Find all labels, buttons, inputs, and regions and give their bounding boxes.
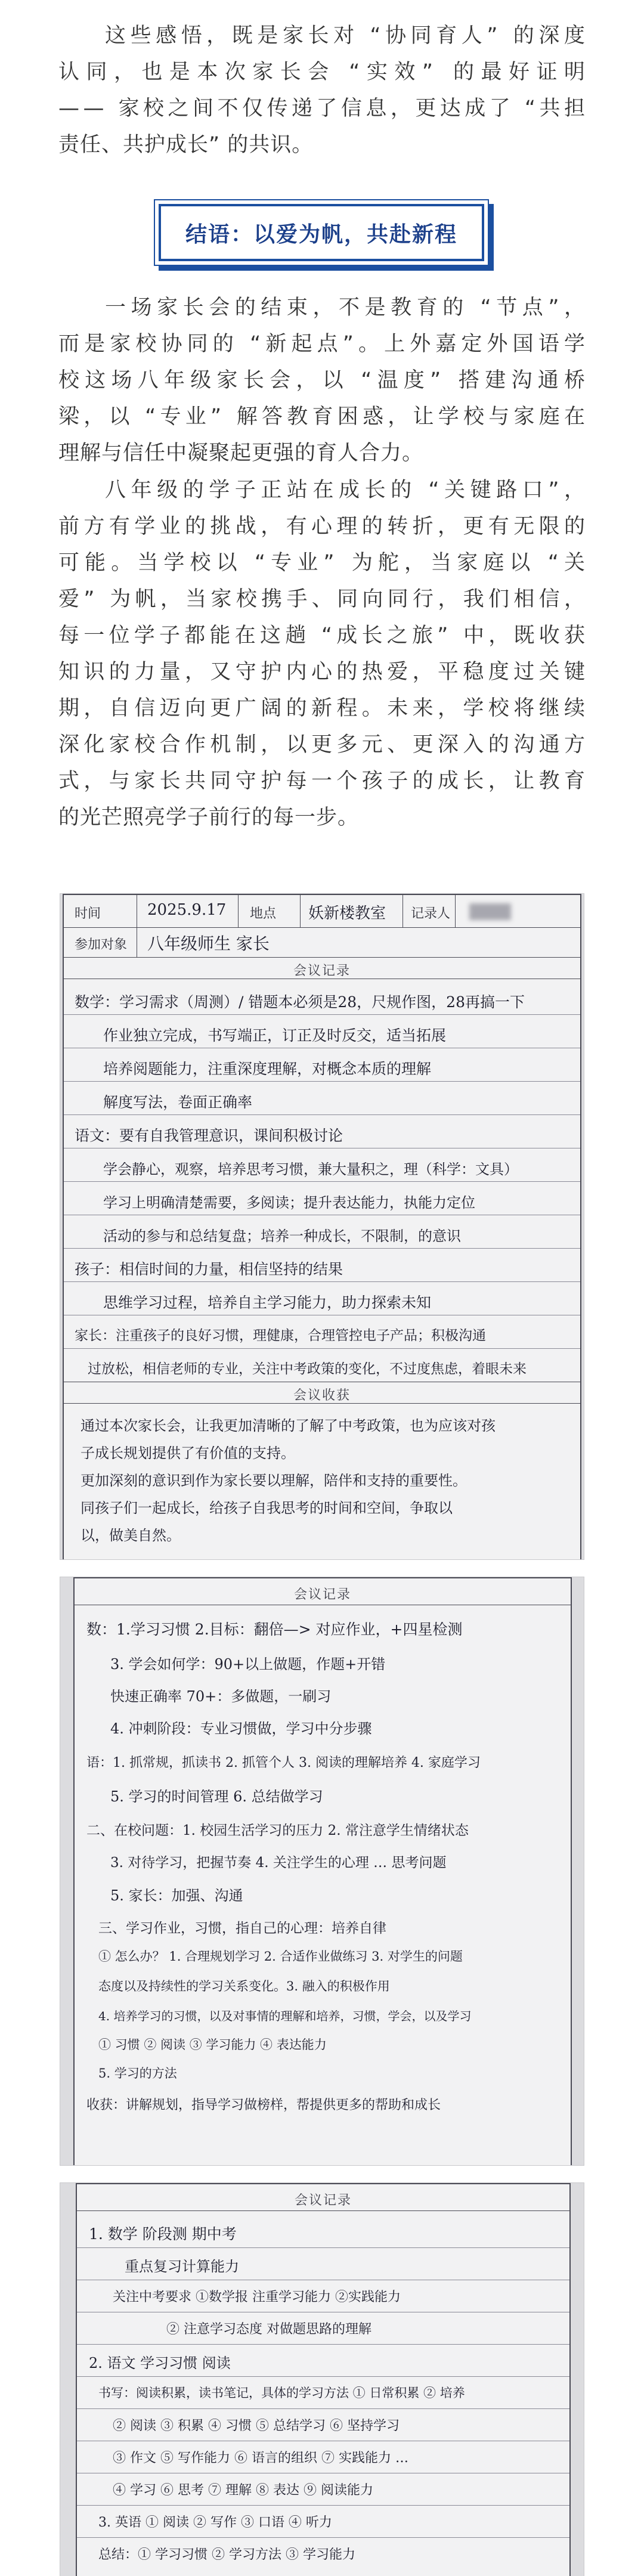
- time-label: 时间: [75, 906, 101, 921]
- text-line: 责任、共护成长” 的共识。: [58, 133, 314, 157]
- note-line: 快速正确率 70+：多做题，一刷习: [110, 1688, 332, 1705]
- harvest-line: 子成长规划提供了有价值的支持。: [80, 1445, 295, 1462]
- ruled-line: [64, 1014, 580, 1015]
- harvest-line: 同孩子们一起成长，给孩子自我思考的时间和空间，争取以: [80, 1500, 453, 1516]
- text-line: 知识的力量，又守护内心的热爱，平稳度过关键: [58, 660, 590, 684]
- heading-title: 结语：以爱为帆，共赴新程: [185, 222, 457, 247]
- table-line: [64, 927, 580, 928]
- note-line: 解度写法，卷面正确率: [103, 1094, 253, 1111]
- meeting-note-photo-3: [60, 2182, 584, 2576]
- note-line: 孩子：相信时间的力量，相信坚持的结果: [75, 1261, 343, 1278]
- record-title: 会议记录: [293, 1587, 351, 1602]
- note-line: 3. 对待学习，把握节奏 4. 关注学生的心理 … 思考问题: [110, 1855, 447, 1871]
- text-line: —— 家校之间不仅传递了信息，更达成了 “共担: [58, 97, 589, 120]
- ruled-line: [77, 2247, 569, 2248]
- ruled-line: [64, 1348, 580, 1349]
- text-line: 的光芒照亮学子前行的每一步。: [58, 806, 360, 829]
- note-line: 数学：学习需求（周测）/ 错题本必须是28，尺规作图，28再搞一下: [75, 993, 525, 1011]
- ruled-line: [64, 1081, 580, 1082]
- recorder-label: 记录人: [411, 906, 451, 921]
- text-line: 深化家校合作机制，以更多元、更深入的沟通方: [58, 733, 590, 757]
- ruled-line: [77, 2537, 569, 2538]
- ruled-line: [77, 2210, 569, 2211]
- table-line: [64, 957, 580, 958]
- text-line: 梁，以 “专业” 解答教育困惑，让学校与家庭在: [58, 405, 590, 429]
- attendee-value: 八年级师生 家长: [147, 934, 270, 953]
- ruled-line: [64, 1248, 580, 1249]
- table-line: [300, 895, 301, 927]
- text-line: 前方有学业的挑战，有心理的转折，更有无限的: [58, 515, 590, 538]
- redacted-name: [469, 903, 511, 920]
- ruled-line: [77, 2408, 569, 2409]
- note-line: ② 注意学习态度 对做题思路的理解: [166, 2322, 371, 2337]
- ruled-line: [77, 2344, 569, 2345]
- note-line: 收获：讲解规划，指导学习做榜样，帮提供更多的帮助和成长: [86, 2098, 441, 2113]
- ruled-line: [77, 2376, 569, 2377]
- note-line: 语文：要有自我管理意识，课间积极讨论: [75, 1127, 343, 1144]
- note-line: ② 阅读 ③ 积累 ④ 习惯 ⑤ 总结学习 ⑥ 坚持学习: [113, 2419, 400, 2433]
- harvest-line: 通过本次家长会，让我更加清晰的了解了中考政策，也为应该对孩: [80, 1417, 496, 1434]
- note-line: 学会静心，观察，培养思考习惯，兼大量积之，理（科学：文具）: [103, 1161, 518, 1178]
- note-line: 语：1. 抓常规，抓读书 2. 抓管个人 3. 阅读的理解培养 4. 家庭学习: [86, 1755, 481, 1770]
- note-line: 2. 语文 学习习惯 阅读: [89, 2355, 231, 2371]
- meeting-record-sheet: [63, 894, 581, 1560]
- meeting-record-sheet: [73, 1577, 572, 2166]
- note-line: 重点复习计算能力: [125, 2258, 239, 2275]
- note-line: 二、在校问题：1. 校园生活学习的压力 2. 常注意学生情绪状态: [86, 1823, 469, 1838]
- note-line: 过放松，相信老师的专业，关注中考政策的变化，不过度焦虑，着眼未来: [88, 1361, 527, 1377]
- text-line: 每一位学子都能在这趟 “成长之旅” 中，既收获: [58, 624, 590, 648]
- text-line: 期，自信迈向更广阔的新程。未来，学校将继续: [58, 696, 590, 720]
- conclusion-paragraph-2: [58, 472, 591, 836]
- conclusion-paragraph-1: [58, 290, 591, 472]
- table-line: [238, 895, 239, 927]
- ruled-line: [64, 1281, 580, 1282]
- text-line: 理解与信任中凝聚起更强的育人合力。: [58, 441, 424, 465]
- text-line: 可能。当学校以 “专业” 为舵，当家庭以 “关: [58, 551, 591, 575]
- note-line: ① 习惯 ② 阅读 ③ 学习能力 ④ 表达能力: [98, 2038, 327, 2052]
- place-label: 地点: [250, 906, 277, 921]
- note-line: 5. 学习的方法: [98, 2066, 177, 2080]
- ruled-line: [64, 1181, 580, 1182]
- text-line: 校这场八年级家长会，以 “温度” 搭建沟通桥: [58, 369, 591, 392]
- ruled-line: [64, 1114, 580, 1115]
- harvest-title: 会议收获: [293, 1388, 351, 1403]
- meeting-note-photo-2: [60, 1577, 584, 2166]
- text-line: 而是家校协同的 “新起点”。上外嘉定外国语学: [58, 332, 590, 356]
- heading-frame: [159, 204, 484, 261]
- table-line: [402, 895, 403, 927]
- note-line: 态度以及持续性的学习关系变化。3. 融入的积极作用: [98, 1979, 390, 1993]
- note-line: 1. 数学 阶段测 期中考: [89, 2225, 237, 2243]
- note-line: 思维学习过程，培养自主学习能力，助力探索未知: [103, 1294, 432, 1311]
- section-heading: [154, 199, 489, 266]
- note-line: 数：1.学习习惯 2.目标：翻倍—> 对应作业，+四星检测: [86, 1621, 463, 1638]
- record-title: 会议记录: [293, 964, 351, 979]
- note-line: 关注中考要求 ①数学报 注重学习能力 ②实践能力: [113, 2290, 401, 2305]
- note-line: 作业独立完成，书写端正，订正及时反交，适当拓展: [103, 1027, 447, 1044]
- note-line: 4. 冲刺阶段：专业习惯做，学习中分步骤: [110, 1720, 372, 1737]
- note-line: ④ 学习 ⑥ 思考 ⑦ 理解 ⑧ 表达 ⑨ 阅读能力: [113, 2483, 373, 2498]
- place-value: 妖新楼教室: [308, 905, 386, 922]
- harvest-line: 更加深刻的意识到作为家长要以理解，陪伴和支持的重要性。: [80, 1472, 467, 1489]
- note-line: 培养阅题能力，注重深度理解，对概念本质的理解: [103, 1060, 432, 1078]
- note-line: ① 怎么办？ 1. 合理规划学习 2. 合适作业做练习 3. 对学生的问题: [98, 1949, 463, 1964]
- note-line: 学习上明确清楚需要，多阅读；提升表达能力，执能力定位: [103, 1194, 475, 1211]
- meeting-record-sheet: [76, 2183, 571, 2576]
- ruled-line: [77, 2505, 569, 2506]
- time-value: 2025.9.17: [147, 901, 227, 919]
- note-line: 4. 培养学习的习惯，以及对事情的理解和培养，习惯，学会，以及学习: [98, 2009, 472, 2023]
- note-line: 5. 学习的时间管理 6. 总结做学习: [110, 1788, 323, 1805]
- note-line: 3. 学会如何学：90+以上做题，作题+开错: [110, 1656, 386, 1673]
- intro-paragraph: [58, 18, 592, 163]
- note-line: 总结：① 学习习惯 ② 学习方法 ③ 学习能力: [98, 2547, 355, 2562]
- note-line: 家长：注重孩子的良好习惯，理健康，合理管控电子产品；积极沟通: [75, 1328, 486, 1343]
- note-line: 5. 家长：加强、沟通: [110, 1887, 243, 1904]
- meeting-note-photo-1: [60, 893, 584, 1560]
- attendee-label: 参加对象: [75, 937, 128, 952]
- table-line: [455, 895, 456, 927]
- text-line: 一场家长会的结束，不是教育的 “节点”，: [105, 296, 590, 320]
- harvest-line: 以，做美自然。: [80, 1527, 181, 1544]
- note-line: 书写：阅读积累，读书笔记，具体的学习方法 ① 日常积累 ② 培养: [98, 2386, 465, 2400]
- note-line: 三、学习作业，习惯，指自己的心理：培养自律: [98, 1921, 386, 1936]
- text-line: 八年级的学子正站在成长的 “关键路口”，: [105, 478, 590, 502]
- text-line: 爱” 为帆，当家校携手、同向同行，我们相信，: [58, 587, 590, 611]
- text-line: 式，与家长共同守护每一个孩子的成长，让教育: [58, 769, 590, 793]
- note-line: ③ 作文 ⑤ 写作能力 ⑥ 语言的组织 ⑦ 实践能力 …: [113, 2451, 408, 2466]
- note-line: 活动的参与和总结复盘；培养一种成长，不限制，的意识: [103, 1228, 461, 1244]
- text-line: 认同，也是本次家长会 “实效” 的最好证明: [58, 60, 592, 84]
- note-line: 3. 英语 ① 阅读 ② 写作 ③ 口语 ④ 听力: [98, 2515, 332, 2530]
- text-line: 这些感悟，既是家长对 “协同育人” 的深度: [105, 24, 590, 48]
- record-title: 会议记录: [294, 2193, 352, 2208]
